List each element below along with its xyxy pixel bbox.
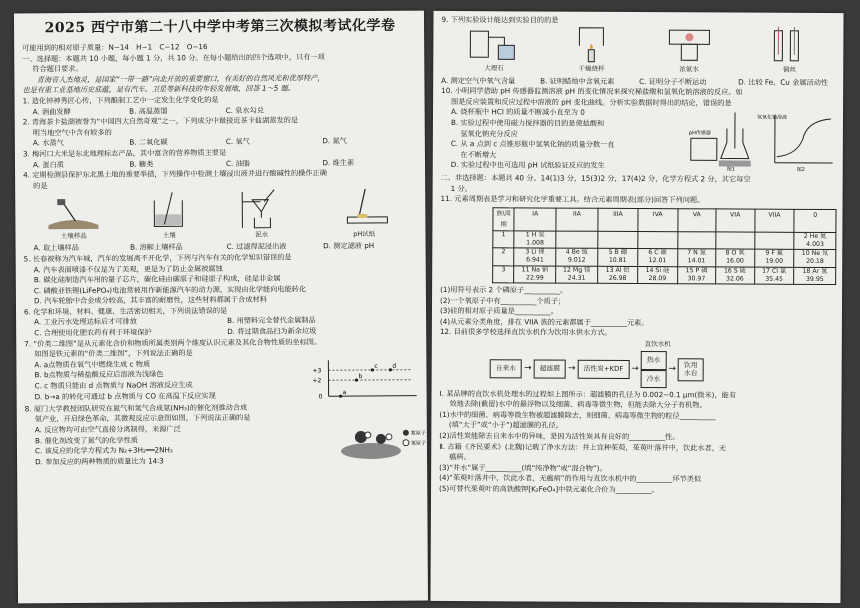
periodic-table xyxy=(492,207,836,285)
question-9: 9. 下列实验设计能达到实验目的的是 xyxy=(441,14,559,25)
table-cell: 10 Ne 氖 20.18 xyxy=(794,249,836,267)
point-label: c xyxy=(374,362,378,370)
ph-apparatus-figure xyxy=(687,109,837,175)
table-cell xyxy=(598,231,638,249)
arrow-icon: → xyxy=(524,363,532,374)
question-12-1: (1)水中的细菌、病毒等微生物被超滤膜除去，则细菌、病毒等微生物的粒径__________ xyxy=(439,409,716,421)
option: C. 过滤得泥浸出液 xyxy=(226,241,287,252)
question-8-cont: 氨产业，开启绿色革命，其微观反应示意图如图，下列说法正确的是 xyxy=(34,413,251,424)
option: A. 测定空气中氧气含量 xyxy=(441,75,516,85)
table-cell: 17 Cl 氯 35.45 xyxy=(754,267,794,285)
option: B. b点物质与稀盐酸反应后溶液为浅绿色 xyxy=(34,369,164,380)
table-cell: 1 H 氢 1.008 xyxy=(514,231,556,249)
question-5: 5. 长春被称为汽车城，汽车的发展离不开化学，下列与汽车有关的化学知识错误的是 xyxy=(23,252,292,264)
table-cell: 13 Al 铝 26.98 xyxy=(598,266,638,284)
table-cell: 3 Li 锂 6.941 xyxy=(514,248,556,266)
option: A. 汽车表面喷漆不仅是为了美观，更是为了防止金属被腐蚀 xyxy=(33,263,223,274)
question-12-part-ii-cont: 瘟病。 xyxy=(449,452,471,462)
oxygen-content-figure xyxy=(464,23,524,74)
header-cell: VIIA xyxy=(754,209,794,232)
muddy-water-label: 泥水 xyxy=(255,230,269,239)
question-10-cont: 图是反应装置和反应过程中溶液的 pH 变化曲线。分析实验数据时得出的结论，错误的是 xyxy=(451,96,732,108)
arrow-icon: → xyxy=(668,364,676,375)
header-cell: 0 xyxy=(794,209,836,232)
option: A. 烧杯瓶中 HCl 的质量不断减小直至为 0 xyxy=(450,107,585,118)
question-12-5: (5)可替代茱萸叶的高铁酸钾[K₂FeO₄]中铁元素化合价为__________。 xyxy=(439,483,659,494)
question-2: 2. 青海茶卡盐湖被誉为“中国四大自然奇观”之一，下列成分中最接近茶卡盐湖蒸发的是 xyxy=(22,115,299,127)
option: C. 该反应的化学方程式为 N₂+3H₂══2NH₃ xyxy=(34,445,173,456)
option: D. 比较 Fe、Cu 金属活动性 xyxy=(738,77,829,87)
section1-heading: 一、选择题：本题共 10 小题，每小题 1 分，共 10 分。在每小题给出的四个选项中，只有一项 xyxy=(22,51,325,63)
header-cell: VIA xyxy=(716,209,755,232)
option: C. c 物质只能由 d 点物质与 NaOH 溶液反应生成 xyxy=(34,380,193,391)
option: A. 工业污水处理达标后才可排放 xyxy=(34,317,137,327)
question-3: 3. 梅河口大米是东北地理标志产品，其中富含的营养物质主要是 xyxy=(22,147,227,159)
soil-sample-label: 土壤样品 xyxy=(60,231,87,240)
exam-page-left xyxy=(14,11,428,604)
ammonia-label: 浓氨水 xyxy=(679,65,699,74)
option: C. 证明分子不断运动 xyxy=(639,76,707,86)
question-8: 8. 厦门大学教授团队研究在氮气和氢气合成氨(NH₃)的催化剂推动合成 xyxy=(24,402,248,414)
table-cell xyxy=(716,232,755,250)
question-6: 6. 化学和环境、材料、健康、生活密切相关，下列说法错误的是 xyxy=(23,305,228,317)
periodic-table-header xyxy=(493,207,836,232)
flow-step: 超滤膜 xyxy=(534,360,566,379)
option: B. 催化剂改变了氮气的化学性质 xyxy=(34,435,138,445)
question-10: 10. 小明同学借助 pH 传感器监测溶液 pH 的变化情况来探究稀盐酸和氢氧化钠溶液的反应。如 xyxy=(441,86,743,97)
point-label: a xyxy=(342,388,347,396)
question-12: 12. 目前很多学校选择直饮水机作为饮用水供水方式。 xyxy=(439,327,612,338)
option: 在不断增大 xyxy=(450,149,497,160)
point-label: d xyxy=(392,362,397,370)
flow-step: 自来水 xyxy=(490,359,522,378)
table-cell: 2 xyxy=(493,248,515,266)
legend-nitrogen: 氮原子 xyxy=(410,430,426,437)
flow-step: 饮用水台 xyxy=(678,358,704,381)
option: A. a点物质在氧气中燃烧生成 c 物质 xyxy=(34,359,151,370)
table-cell xyxy=(556,231,598,249)
tick-label: 0 xyxy=(318,393,323,401)
table-cell: 14 Si 硅 28.09 xyxy=(638,266,678,284)
option: A. 蛋白质 xyxy=(32,159,64,169)
naoh-label: 氢氧化钠溶液 xyxy=(756,115,788,122)
option: B. 实验过程中使用磁力搅拌器的目的是使盐酸和 xyxy=(450,117,605,128)
flow-step: 热水 xyxy=(641,351,667,370)
option: D. b→a 的转化可通过 b 点物质与 CO 在高温下反应实现 xyxy=(34,390,216,401)
flow-title: 直饮水机 xyxy=(644,339,671,349)
fig2-label: 图2 xyxy=(796,167,805,174)
table-cell: 5 B 硼 10.81 xyxy=(598,248,638,266)
marble-label: 大理石 xyxy=(484,64,504,73)
question-11: 11. 元素周期表是学习和研究化学重要工具。结合元素周期表(部分)回答下列问题。 xyxy=(440,194,705,205)
flow-step: 活性炭+KDF xyxy=(577,360,629,379)
table-cell: 11 Na 钠 22.99 xyxy=(514,265,556,283)
option: C. 氧气 xyxy=(225,137,250,147)
filtration-figure xyxy=(234,187,288,240)
tick-label: +2 xyxy=(312,377,322,385)
option: B. 二氧化碳 xyxy=(129,137,168,147)
question-12-part-i-cont: 效地去除(截留)水中的悬浮物以及细菌、病毒等微生物，但能去除大分子有机物。 xyxy=(449,399,707,410)
table-cell: 6 C 碳 12.01 xyxy=(638,249,678,267)
tick-label: +3 xyxy=(312,367,322,375)
question-1: 1. 造化钟神秀匠心传，下列酿制工艺中一定发生化学变化的是 xyxy=(22,94,219,106)
ph-paper-label: pH试纸 xyxy=(353,229,376,238)
header-cell: VA xyxy=(677,208,716,231)
valence-category-graph xyxy=(310,357,420,402)
table-cell xyxy=(677,231,715,249)
option: B. 糖类 xyxy=(129,158,154,169)
option: D. 实验过程中也可选用 pH 试纸验证反应的发生 xyxy=(450,160,605,171)
arrow-icon: → xyxy=(631,364,639,375)
header-cell: IVA xyxy=(638,208,678,231)
point-label: b xyxy=(358,372,363,380)
question-12-part-i: Ⅰ. 某品牌的直饮水机处理水的过程如上图所示：超滤膜的孔径为 0.002~0.1 μm(微米)，能有 xyxy=(439,388,737,400)
section2-heading-cont: 1 分。 xyxy=(450,183,472,193)
ph-sensor-label: pH传感器 xyxy=(688,130,711,137)
question-7: 7. “价类二维图”是从元素化合价和物质所属类别两个维度认识元素及其化合物性质的坐标图。 xyxy=(24,336,322,349)
metal-activity-figure xyxy=(764,25,814,76)
section1-heading-cont: 符合题目要求。 xyxy=(32,64,83,74)
question-12-4: (4)“茱萸叶落井中，饮此水者，无瘟病”的作用与直饮水机中的__________环节类似 xyxy=(439,473,702,484)
option: C. 泉水勾兑 xyxy=(225,105,264,115)
arrow-icon: → xyxy=(567,363,576,374)
water-purifier-flow xyxy=(490,351,836,389)
question-12-1-cont: (填“大于”或“小于”)超滤膜的孔径。 xyxy=(439,420,563,430)
question-7-cont: 如图是铁元素的“价类二维图”，下列说法正确的是 xyxy=(34,348,193,359)
fig1-label: 图1 xyxy=(726,166,735,173)
table-cell: 18 Ar 氩 39.95 xyxy=(794,267,836,285)
question-4-figures xyxy=(23,191,419,242)
option: B. 碳化硅制造汽车用的量子芯片，碳化硅由碳原子和硅原子构成，硅是非金属 xyxy=(33,273,281,285)
option: B. 用塑料完全替代金属制品 xyxy=(227,315,316,326)
atomic-masses: 可能用到的相对原子质量：N−14 H−1 C−12 O−16 xyxy=(22,42,208,53)
table-cell: 15 P 磷 30.97 xyxy=(677,266,715,284)
hot-cold-group xyxy=(641,351,667,388)
question-4: 4. 定期检测县保护东北黑土地的重要举措，下列操作中检测土壤浸出液并进行酸碱性的操作正确 xyxy=(23,168,327,180)
option: C. 油脂 xyxy=(225,158,250,168)
table-row xyxy=(493,265,836,284)
table-cell: 12 Mg 镁 24.31 xyxy=(556,266,598,284)
option: D. 将过期食品扫为新余垃圾 xyxy=(227,326,317,337)
table-cell xyxy=(754,232,794,250)
table-cell: 1 xyxy=(493,230,515,248)
question-12-part-ii: Ⅱ. 古籍《齐民要术》(北魏)记载了净水方法：井上宜种茱萸，茱萸叶落井中，饮此水者，无 xyxy=(439,441,727,452)
option: B. 溶解土壤样品 xyxy=(130,242,183,252)
question-4-cont: 的是 xyxy=(33,180,48,191)
table-cell: 7 N 氮 14.01 xyxy=(677,249,715,267)
header-cell: IA xyxy=(514,208,556,231)
option: A. 取土壤样品 xyxy=(33,243,79,253)
ph-test-figure xyxy=(329,186,399,239)
table-cell: 3 xyxy=(493,265,515,283)
option: D. 汽车轮胎中合金成分较高，其丰富的耐磨性，这些材料都属于合成材料 xyxy=(33,294,267,306)
option: C. 合理使用化肥农药有利于环境保护 xyxy=(34,327,152,338)
molecule-motion-figure xyxy=(659,24,719,75)
option: C. 从 a 点到 c 点锥形瓶中氢氧化钠的质量分数一直 xyxy=(450,139,615,150)
table-cell: 16 S 硫 32.06 xyxy=(716,266,755,284)
context-intro-cont: 也是有重工业基地历史底蕴，是有汽车、卫星等新科技的年轻发展地，回答 1～5 题。 xyxy=(22,83,295,95)
table-cell: 2 He 氦 4.003 xyxy=(794,232,836,250)
flow-step: 冷水 xyxy=(641,370,667,389)
header-cell: IIA xyxy=(556,208,598,231)
option: D. 氮气 xyxy=(322,136,347,146)
table-row xyxy=(493,230,836,249)
option: C. 磷酸亚铁锂(LiFePO₄)电池常被用作新能源汽车的动力源，实现由化学能向电能转化 xyxy=(33,284,307,295)
option: D. 测定滤液 pH xyxy=(323,241,375,251)
question-9-figures xyxy=(441,28,837,76)
exam-page-right xyxy=(430,11,843,603)
question-11-1: (1)用符号表示 2 个磷原子__________。 xyxy=(440,284,568,295)
table-cell: 8 O 氧 16.00 xyxy=(716,249,755,267)
exam-title: 2025 西宁市第二十八中学中考第三次模拟考试化学卷 xyxy=(44,17,396,37)
option: D. 维生素 xyxy=(322,157,355,167)
header-cell: 族\周期 xyxy=(493,207,515,230)
ammonia-reaction-diagram xyxy=(331,423,426,467)
question-2-cont: 明当地空气中含有较多的 xyxy=(32,127,112,138)
question-11-4: (4)从元素分类角度，排在 VIIA 族的元素都属于__________元素。 xyxy=(439,316,649,327)
context-intro: 青海省人杰地灵，是国家“一带一路”向北开放的重要窗口，有美好的自然风光和优厚特产， xyxy=(22,73,325,85)
question-12-2: (2)活性炭能除去自来水中的异味，是因为活性炭具有良好的__________性。 xyxy=(439,430,680,442)
table-cell: 9 F 氟 19.00 xyxy=(754,249,794,267)
option: 氢氧化钠充分反应 xyxy=(450,128,518,138)
dry-beaker-label: 干燥烧杯 xyxy=(578,64,605,73)
copper-wire-label: 铜丝 xyxy=(782,65,797,74)
table-row xyxy=(493,248,836,267)
table-cell xyxy=(638,231,678,249)
header-cell: IIIA xyxy=(598,208,638,231)
question-12-3: (3)“井水”属于__________(填“纯净物”或“混合物”)。 xyxy=(439,462,607,473)
candle-figure xyxy=(569,24,613,75)
legend-hydrogen: 氢原子 xyxy=(410,440,426,447)
question-11-2: (2)一个氧原子中有__________个质子； xyxy=(440,295,566,306)
option: B. 高温蒸馏 xyxy=(129,105,168,116)
option: A. 酒曲发酵 xyxy=(32,106,71,116)
option: A. 反应物均可由空气直接分离制得，来源广泛 xyxy=(34,424,181,435)
soil-sampling-figure xyxy=(43,195,103,242)
question-11-3: (3)硅的相对原子质量是__________。 xyxy=(439,306,559,316)
soil-label: 土壤 xyxy=(162,231,176,240)
option: B. 证明蜡烛中含氧元素 xyxy=(540,76,615,86)
dissolving-figure xyxy=(144,190,194,241)
section2-heading: 二、非选择题：本题共 40 分。14(1)3 分，15(3)2 分，17(4)2 分，化学方程式 2 分，其它每空 xyxy=(440,172,751,184)
option: D. 参加反应的两种物质的质量比为 14∶3 xyxy=(35,456,164,467)
option: A. 水蒸气 xyxy=(32,138,64,148)
table-cell: 4 Be 铍 9.012 xyxy=(556,248,598,266)
